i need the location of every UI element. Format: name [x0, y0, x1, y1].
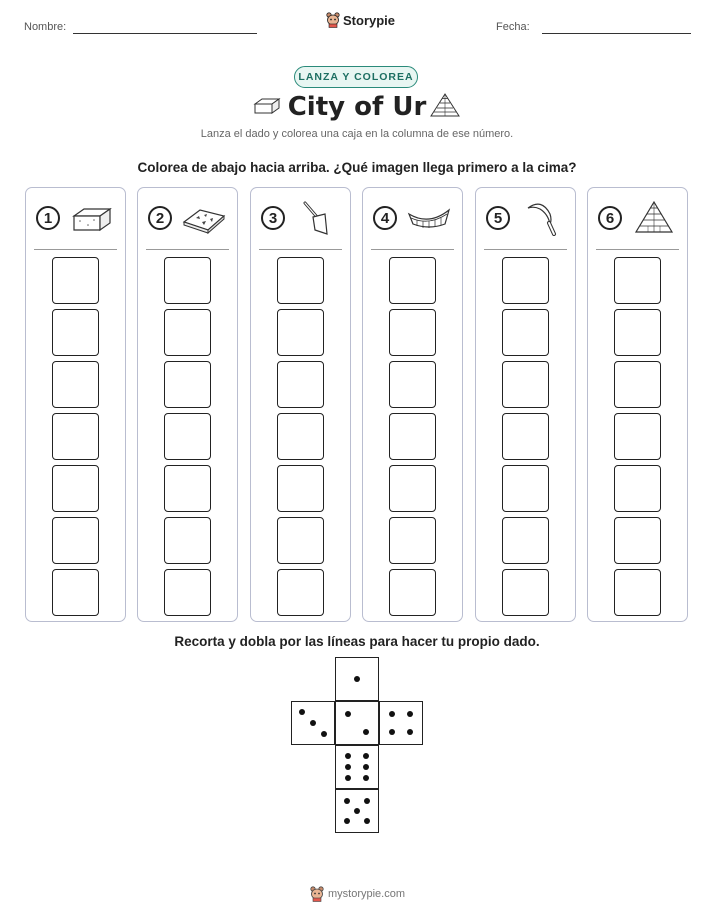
ziggurat-icon	[428, 92, 462, 118]
color-box[interactable]	[389, 309, 436, 356]
activity-badge: LANZA Y COLOREA	[294, 66, 418, 88]
column-divider	[146, 249, 229, 250]
ziggurat-icon	[632, 200, 676, 236]
color-box[interactable]	[164, 569, 211, 616]
color-box[interactable]	[502, 465, 549, 512]
color-box[interactable]	[52, 569, 99, 616]
column-divider	[371, 249, 454, 250]
column-number: 3	[261, 206, 285, 230]
color-box[interactable]	[389, 413, 436, 460]
color-box[interactable]	[614, 413, 661, 460]
color-box[interactable]	[502, 257, 549, 304]
color-box[interactable]	[389, 465, 436, 512]
color-box[interactable]	[164, 465, 211, 512]
die-face-5	[335, 789, 379, 833]
brand-logo	[326, 12, 395, 28]
date-line[interactable]	[542, 33, 691, 34]
column-3	[250, 187, 351, 622]
column-4	[362, 187, 463, 622]
color-box[interactable]	[502, 413, 549, 460]
name-line[interactable]	[73, 33, 257, 34]
column-2	[137, 187, 238, 622]
column-1	[25, 187, 126, 622]
column-divider	[259, 249, 342, 250]
color-box[interactable]	[502, 517, 549, 564]
column-divider	[34, 249, 117, 250]
color-box[interactable]	[502, 361, 549, 408]
color-box[interactable]	[614, 361, 661, 408]
boat-icon	[407, 200, 451, 236]
column-number: 1	[36, 206, 60, 230]
color-box[interactable]	[614, 569, 661, 616]
color-box[interactable]	[277, 413, 324, 460]
color-box[interactable]	[52, 309, 99, 356]
storypie-mascot-icon	[310, 886, 324, 902]
cut-instruction: Recorta y dobla por las líneas para hacer tu propio dado.	[174, 634, 540, 649]
color-box[interactable]	[277, 309, 324, 356]
color-box[interactable]	[277, 517, 324, 564]
column-number: 2	[148, 206, 172, 230]
color-box[interactable]	[277, 569, 324, 616]
column-number: 4	[373, 206, 397, 230]
color-box[interactable]	[614, 517, 661, 564]
color-box[interactable]	[389, 517, 436, 564]
color-box[interactable]	[52, 257, 99, 304]
color-box[interactable]	[389, 257, 436, 304]
clay-tablet-icon	[182, 200, 226, 236]
column-5	[475, 187, 576, 622]
page-title: City of Ur	[287, 92, 427, 122]
die-face-2	[335, 701, 379, 745]
sickle-icon	[520, 200, 564, 236]
color-box[interactable]	[164, 257, 211, 304]
die-face-4	[379, 701, 423, 745]
footer	[310, 886, 405, 902]
trowel-icon	[295, 200, 339, 236]
column-divider	[484, 249, 567, 250]
date-label: Fecha:	[496, 21, 530, 33]
color-box[interactable]	[614, 309, 661, 356]
die-face-1	[335, 657, 379, 701]
die-face-3	[291, 701, 335, 745]
name-label: Nombre:	[24, 21, 67, 33]
subtitle: Lanza el dado y colorea una caja en la columna de ese número.	[200, 128, 514, 140]
color-box[interactable]	[277, 465, 324, 512]
color-box[interactable]	[614, 257, 661, 304]
color-box[interactable]	[52, 465, 99, 512]
column-number: 6	[598, 206, 622, 230]
color-box[interactable]	[164, 517, 211, 564]
footer-url: mystorypie.com	[328, 888, 406, 900]
column-6	[587, 187, 688, 622]
color-box[interactable]	[389, 569, 436, 616]
color-box[interactable]	[277, 361, 324, 408]
brick-icon	[70, 200, 114, 236]
color-box[interactable]	[502, 569, 549, 616]
color-box[interactable]	[52, 517, 99, 564]
color-box[interactable]	[164, 361, 211, 408]
column-divider	[596, 249, 679, 250]
brand-name: Storypie	[343, 12, 396, 28]
storypie-mascot-icon	[326, 12, 340, 28]
color-box[interactable]	[164, 309, 211, 356]
color-box[interactable]	[164, 413, 211, 460]
color-box[interactable]	[52, 413, 99, 460]
die-face-6	[335, 745, 379, 789]
color-box[interactable]	[502, 309, 549, 356]
color-box[interactable]	[277, 257, 324, 304]
color-box[interactable]	[52, 361, 99, 408]
instruction: Colorea de abajo hacia arriba. ¿Qué imagen llega primero a la cima?	[137, 160, 577, 175]
column-number: 5	[486, 206, 510, 230]
color-box[interactable]	[389, 361, 436, 408]
color-box[interactable]	[614, 465, 661, 512]
